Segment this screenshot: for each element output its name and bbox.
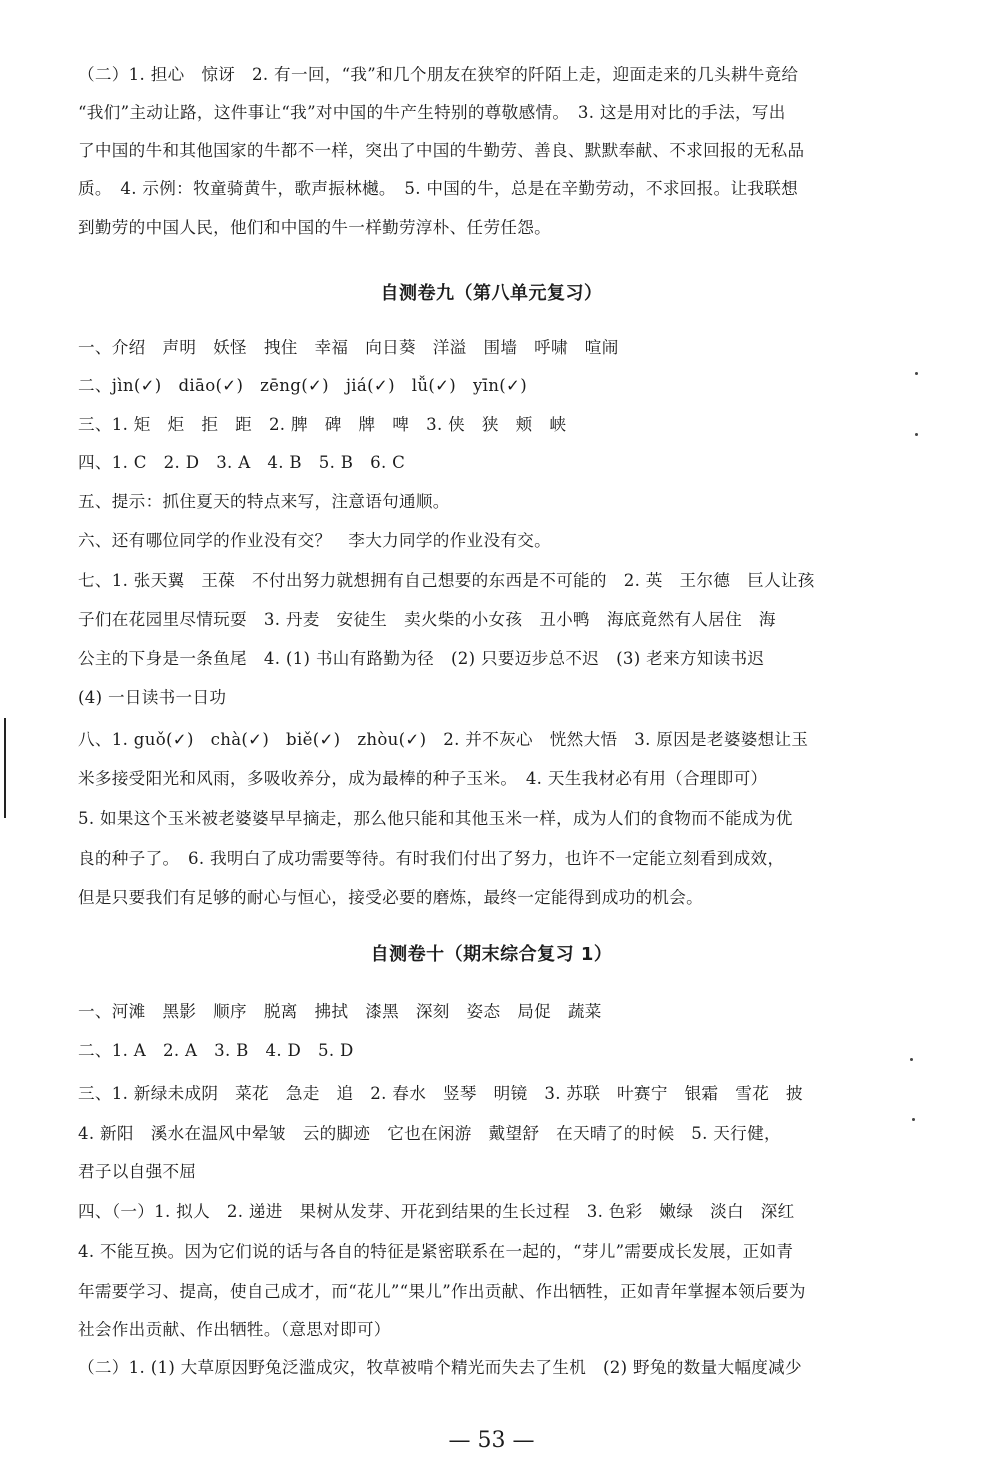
scan-dot [910, 1058, 913, 1061]
s10-line-6: 四、（一）1. 拟人 2. 递进 果树从发芽、开花到结果的生长过程 3. 色彩 嫩绿 淡白 深红 [78, 1202, 795, 1221]
s10-line-9: 社会作出贡献、作出牺牲。（意思对即可） [78, 1320, 391, 1339]
s10-line-1: 一、河滩 黑影 顺序 脱离 拂拭 漆黑 深刻 姿态 局促 蔬菜 [78, 1002, 602, 1021]
scan-dot [915, 372, 918, 375]
s9-line-7: 七、1. 张天翼 王葆 不付出努力就想拥有自己想要的东西是不可能的 2. 英 王尔德 巨人让孩 [78, 571, 815, 590]
scan-margin-bar [4, 718, 6, 818]
section9-title: 自测卷九（第八单元复习） [380, 283, 603, 304]
s10-line-10: （二）1. (1) 大草原因野兔泛滥成灾，牧草被啃个精光而失去了生机 (2) 野兔的数量大幅度减少 [78, 1358, 802, 1377]
s9-line-6: 六、还有哪位同学的作业没有交？ 李大力同学的作业没有交。 [78, 531, 552, 550]
s9-line-8: 子们在花园里尽情玩耍 3. 丹麦 安徒生 卖火柴的小女孩 丑小鸭 海底竟然有人居住 海 [78, 610, 776, 629]
s9-line-4: 四、1. C 2. D 3. A 4. B 5. B 6. C [78, 453, 406, 472]
s10-line-3: 三、1. 新绿未成阴 菜花 急走 追 2. 春水 竖琴 明镜 3. 苏联 叶赛宁 银霜 雪花 披 [78, 1084, 803, 1103]
s9-line-15: 但是只要我们有足够的耐心与恒心，接受必要的磨炼，最终一定能得到成功的机会。 [78, 888, 704, 907]
prev-line-5: 到勤劳的中国人民，他们和中国的牛一样勤劳淳朴、任劳任怨。 [78, 218, 552, 237]
s10-line-8: 年需要学习、提高，使自己成才，而“花儿”“果儿”作出贡献、作出牺牲，正如青年掌握本领后要为 [78, 1282, 806, 1301]
s10-line-7: 4. 不能互换。因为它们说的话与各自的特征是紧密联系在一起的，“芽儿”需要成长发展，正如青 [78, 1242, 794, 1261]
page-number: — 53 — [448, 1428, 535, 1453]
s9-line-5: 五、提示：抓住夏天的特点来写，注意语句通顺。 [78, 492, 450, 511]
s9-line-2: 二、jìn(✓) diāo(✓) zēng(✓) jiá(✓) lǚ(✓) yīn(✓) [78, 376, 527, 395]
s9-line-10: (4) 一日读书一日功 [78, 688, 227, 707]
section10-title: 自测卷十（期末综合复习 1） [370, 944, 613, 965]
s10-line-2: 二、1. A 2. A 3. B 4. D 5. D [78, 1041, 354, 1060]
s9-line-11: 八、1. guǒ(✓) chà(✓) biě(✓) zhòu(✓) 2. 并不灰心 恍然大悟 3. 原因是老婆婆想让玉 [78, 730, 809, 749]
scan-dot [912, 1118, 915, 1121]
s9-line-14: 良的种子了。 6. 我明白了成功需要等待。有时我们付出了努力，也许不一定能立刻看到成效， [78, 849, 785, 868]
prev-line-3: 了中国的牛和其他国家的牛都不一样，突出了中国的牛勤劳、善良、默默奉献、不求回报的无私品 [78, 141, 805, 160]
s9-line-12: 米多接受阳光和风雨，多吸收养分，成为最棒的种子玉米。 4. 天生我材必有用（合理即可） [78, 769, 768, 788]
prev-line-2: “我们”主动让路，这件事让“我”对中国的牛产生特别的尊敬感情。 3. 这是用对比的手法，写出 [78, 103, 786, 122]
s9-line-3: 三、1. 矩 炬 拒 距 2. 脾 碑 牌 啤 3. 侠 狭 颊 峡 [78, 415, 567, 434]
prev-line-1: （二）1. 担心 惊讶 2. 有一回，“我”和几个朋友在狭窄的阡陌上走，迎面走来的几头耕牛竟给 [78, 65, 799, 84]
s10-line-4: 4. 新阳 溪水在温风中晕皱 云的脚迹 它也在闲游 戴望舒 在天晴了的时候 5. 天行健， [78, 1124, 781, 1143]
s9-line-1: 一、介绍 声明 妖怪 拽住 幸福 向日葵 洋溢 围墙 呼啸 喧闹 [78, 338, 619, 357]
scan-dot [915, 433, 918, 436]
s9-line-13: 5. 如果这个玉米被老婆婆早早摘走，那么他只能和其他玉米一样，成为人们的食物而不能成为优 [78, 809, 793, 828]
prev-line-4: 质。 4. 示例：牧童骑黄牛，歌声振林樾。 5. 中国的牛，总是在辛勤劳动，不求回报。让我联想 [78, 179, 799, 198]
s9-line-9: 公主的下身是一条鱼尾 4. (1) 书山有路勤为径 (2) 只要迈步总不迟 (3) 老来方知读书迟 [78, 649, 765, 668]
s10-line-5: 君子以自强不屈 [78, 1162, 197, 1181]
